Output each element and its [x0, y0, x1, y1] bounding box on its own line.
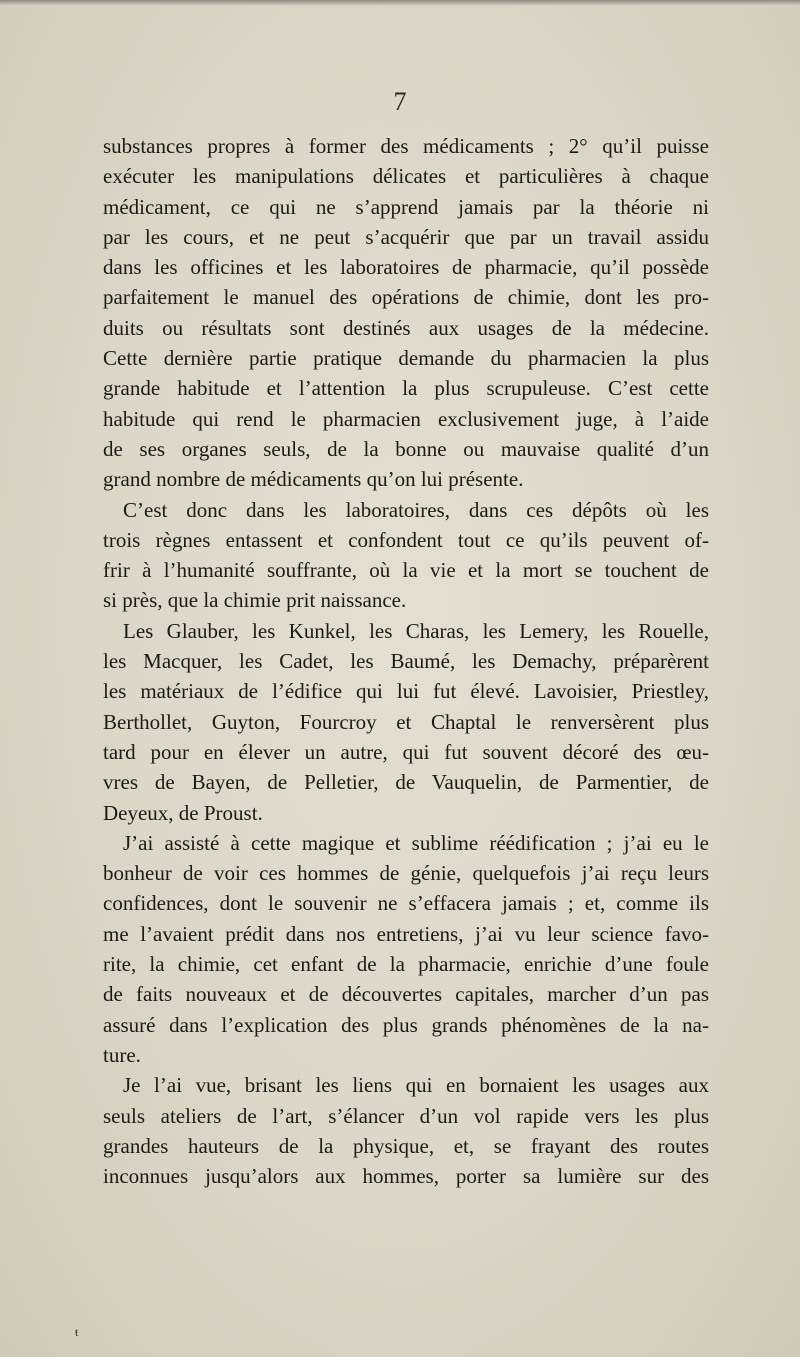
- text-line: Les Glauber, les Kunkel, les Charas, les Lemery, les Rouelle,: [123, 618, 709, 643]
- text-line: C’est donc dans les laboratoires, dans ces dépôts où les: [123, 497, 709, 522]
- text-line: inconnues jusqu’alors aux hommes, porter sa lumière sur des: [103, 1164, 709, 1189]
- text-line: trois règnes entassent et confondent tout ce qu’ils peuvent of-: [103, 527, 709, 552]
- body-text: [103, 131, 709, 1191]
- text-line: de ses organes seuls, de la bonne ou mauvaise qualité d’un: [103, 436, 709, 461]
- text-line: seuls ateliers de l’art, s’élancer d’un vol rapide vers les plus: [103, 1103, 709, 1128]
- page-number: 7: [393, 87, 407, 116]
- text-line: substances propres à former des médicaments ; 2° qu’il puisse: [103, 134, 709, 158]
- text-line: vres de Bayen, de Pelletier, de Vauquelin, de Parmentier, de: [103, 770, 709, 795]
- text-line: Cette dernière partie pratique demande du pharmacien la plus: [103, 346, 709, 371]
- text-line: assuré dans l’explication des plus grands phénomènes de la na-: [103, 1012, 709, 1037]
- text-line: grand nombre de médicaments qu’on lui présente.: [103, 467, 524, 492]
- text-line: si près, que la chimie prit naissance.: [103, 588, 407, 613]
- text-line: ture.: [103, 1042, 141, 1067]
- text-line: exécuter les manipulations délicates et particulières à chaque: [103, 164, 709, 189]
- text-line: dans les officines et les laboratoires de pharmacie, qu’il possède: [103, 255, 709, 280]
- text-line: grande habitude et l’attention la plus scrupuleuse. C’est cette: [103, 376, 709, 401]
- text-line: rite, la chimie, cet enfant de la pharmacie, enrichie d’une foule: [103, 952, 709, 977]
- bottom-mark: ŧ: [75, 1325, 79, 1339]
- text-line: me l’avaient prédit dans nos entretiens, j’ai vu leur science favo-: [103, 921, 709, 946]
- text-line: Je l’ai vue, brisant les liens qui en bornaient les usages aux: [123, 1073, 709, 1098]
- text-line: duits ou résultats sont destinés aux usages de la médecine.: [103, 315, 709, 340]
- text-line: habitude qui rend le pharmacien exclusivement juge, à l’aide: [103, 406, 709, 431]
- text-line: par les cours, et ne peut s’acquérir que par un travail assidu: [103, 224, 709, 249]
- text-line: confidences, dont le souvenir ne s’effacera jamais ; et, comme ils: [103, 891, 709, 916]
- text-line: grandes hauteurs de la physique, et, se frayant des routes: [103, 1133, 709, 1158]
- text-line: parfaitement le manuel des opérations de chimie, dont les pro-: [103, 285, 709, 310]
- text-line: J’ai assisté à cette magique et sublime réédification ; j’ai eu le: [123, 830, 709, 855]
- text-line: Berthollet, Guyton, Fourcroy et Chaptal le renversèrent plus: [103, 709, 709, 734]
- page-top-edge: [0, 0, 800, 6]
- text-line: bonheur de voir ces hommes de génie, quelquefois j’ai reçu leurs: [103, 861, 709, 886]
- text-line: de faits nouveaux et de découvertes capitales, marcher d’un pas: [103, 982, 709, 1007]
- text-line: Deyeux, de Proust.: [103, 800, 263, 825]
- text-line: tard pour en élever un autre, qui fut souvent décoré des œu-: [103, 739, 709, 764]
- text-line: frir à l’humanité souffrante, où la vie et la mort se touchent de: [103, 558, 709, 583]
- text-line: les matériaux de l’édifice qui lui fut élevé. Lavoisier, Priestley,: [103, 679, 709, 704]
- text-line: les Macquer, les Cadet, les Baumé, les Demachy, préparèrent: [103, 649, 709, 674]
- text-line: médicament, ce qui ne s’apprend jamais par la théorie ni: [103, 194, 709, 219]
